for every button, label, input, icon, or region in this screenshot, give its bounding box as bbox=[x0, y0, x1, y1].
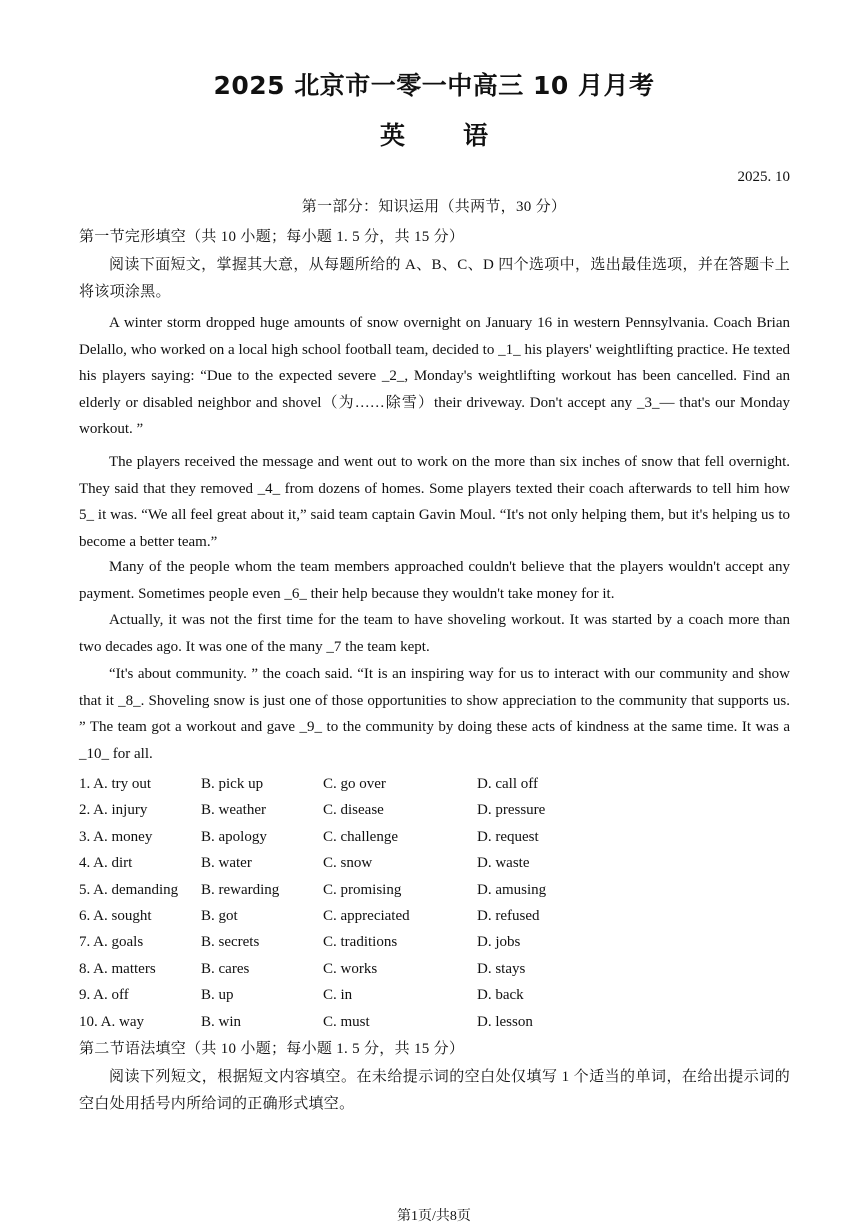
option-text: B. weather bbox=[201, 802, 266, 819]
option-text: D. back bbox=[477, 987, 524, 1004]
option-text: 1. A. try out bbox=[79, 776, 152, 792]
section1-instruction: 阅读下面短文，掌握其大意，从每题所给的 A、B、C、D 四个选项中，选出最佳选项，并在答题卡上将该项涂黑。 bbox=[79, 257, 790, 300]
option-row-1 bbox=[79, 771, 679, 797]
option-text: D. jobs bbox=[477, 934, 521, 951]
option-text: B. secrets bbox=[201, 934, 260, 951]
option-text: 2. A. injury bbox=[79, 802, 148, 819]
option-text: 6. A. sought bbox=[79, 907, 152, 924]
exam-title: 2025 北京市一零一中高三 10 月月考 bbox=[213, 71, 655, 100]
passage-paragraph-1: A winter storm dropped huge amounts of snow overnight on January 16 in western Pennsylvania. Coach Brian Delallo, who worked on a local high school football team, decided to _1_ his players' weightlifting practice. He texted his players saying: “Due to the expected severe _2_, Monday's weightlifting workout has been cancelled. Find an elderly or disabled neighbor and shovel（为……除雪）their driveway. Don't accept any _3_— that's our Monday workout. ” bbox=[79, 315, 790, 437]
part1-heading: 第一部分：知识运用（共两节，30 分） bbox=[301, 199, 567, 215]
option-text: D. pressure bbox=[477, 802, 546, 819]
option-text: B. win bbox=[201, 1013, 242, 1030]
passage-paragraph-2: The players received the message and went out to work on the more than six inches of snow that fell overnight. They said that they removed _4_ from dozens of homes. Some players texted their coach afterwards to tell him how 5_ it was. “We all feel great about it,” said team captain Gavin Moul. “It's not only helping them, but it's helping us to become a better team.” bbox=[79, 454, 790, 550]
passage-paragraph-5: “It's about community. ” the coach said. “It is an inspiring way for us to interact with our community and show that it _8_. Shoveling snow is just one of those opportunities to show appreciation to the community that supports us. ” The team got a workout and gave _9_ to the community by doing these acts of kindness at the same time. It was a _10_ for all. bbox=[79, 666, 790, 762]
cloze-options bbox=[79, 771, 679, 1035]
option-text: C. disease bbox=[323, 802, 384, 819]
section2-heading: 第二节语法填空（共 10 小题；每小题 1. 5 分，共 15 分） bbox=[79, 1041, 465, 1057]
exam-date: 2025. 10 bbox=[737, 169, 790, 185]
option-text: C. snow bbox=[323, 855, 373, 872]
option-text: C. appreciated bbox=[323, 907, 410, 924]
page-number: 第1页/共8页 bbox=[397, 1209, 471, 1224]
section2-instruction: 阅读下列短文，根据短文内容填空。在未给提示词的空白处仅填写 1 个适当的单词，在给出提示词的空白处用括号内所给词的正确形式填空。 bbox=[79, 1069, 790, 1112]
option-row-2 bbox=[79, 797, 679, 823]
passage-paragraph-4: Actually, it was not the first time for the team to have shoveling workout. It was started by a coach more than two decades ago. It was one of the many _7 the team kept. bbox=[79, 612, 790, 655]
option-text: 5. A. demanding bbox=[79, 881, 179, 898]
option-text: D. lesson bbox=[477, 1013, 533, 1030]
subject-char-2: 语 bbox=[463, 121, 489, 150]
option-text: 10. A. way bbox=[79, 1013, 144, 1030]
option-text: B. rewarding bbox=[201, 881, 280, 898]
option-text: B. pick up bbox=[201, 776, 264, 792]
option-row-6 bbox=[79, 903, 679, 929]
subject-char-1: 英 bbox=[379, 121, 405, 150]
option-text: C. promising bbox=[323, 881, 402, 898]
option-text: D. request bbox=[477, 828, 539, 845]
option-text: D. stays bbox=[477, 960, 526, 977]
option-text: C. in bbox=[323, 987, 353, 1004]
option-text: 7. A. goals bbox=[79, 934, 144, 951]
option-text: D. call off bbox=[477, 776, 538, 792]
option-text: C. go over bbox=[323, 776, 386, 792]
subject-title bbox=[0, 116, 868, 152]
option-text: C. traditions bbox=[323, 934, 398, 951]
option-text: C. must bbox=[323, 1013, 370, 1030]
option-text: C. challenge bbox=[323, 828, 398, 845]
option-text: 8. A. matters bbox=[79, 960, 156, 977]
option-text: D. waste bbox=[477, 855, 530, 872]
option-text: B. got bbox=[201, 907, 238, 924]
option-text: D. refused bbox=[477, 907, 540, 924]
section1-heading: 第一节完形填空（共 10 小题；每小题 1. 5 分，共 15 分） bbox=[79, 229, 465, 245]
option-row-3 bbox=[79, 824, 679, 850]
passage-paragraph-3: Many of the people whom the team members approached couldn't believe that the players wouldn't accept any payment. Sometimes people even _6_ their help because they wouldn't take money for it. bbox=[79, 559, 790, 602]
option-row-9 bbox=[79, 982, 679, 1008]
option-text: 4. A. dirt bbox=[79, 855, 133, 872]
option-text: B. water bbox=[201, 855, 252, 872]
option-text: B. cares bbox=[201, 960, 250, 977]
option-text: B. up bbox=[201, 987, 234, 1004]
option-row-5 bbox=[79, 877, 679, 903]
option-text: D. amusing bbox=[477, 881, 547, 898]
option-row-10 bbox=[79, 1009, 679, 1035]
option-text: B. apology bbox=[201, 828, 267, 845]
option-text: 3. A. money bbox=[79, 828, 153, 845]
option-row-8 bbox=[79, 956, 679, 982]
option-row-7 bbox=[79, 929, 679, 955]
option-text: C. works bbox=[323, 960, 378, 977]
option-row-4 bbox=[79, 850, 679, 876]
option-text: 9. A. off bbox=[79, 987, 129, 1004]
